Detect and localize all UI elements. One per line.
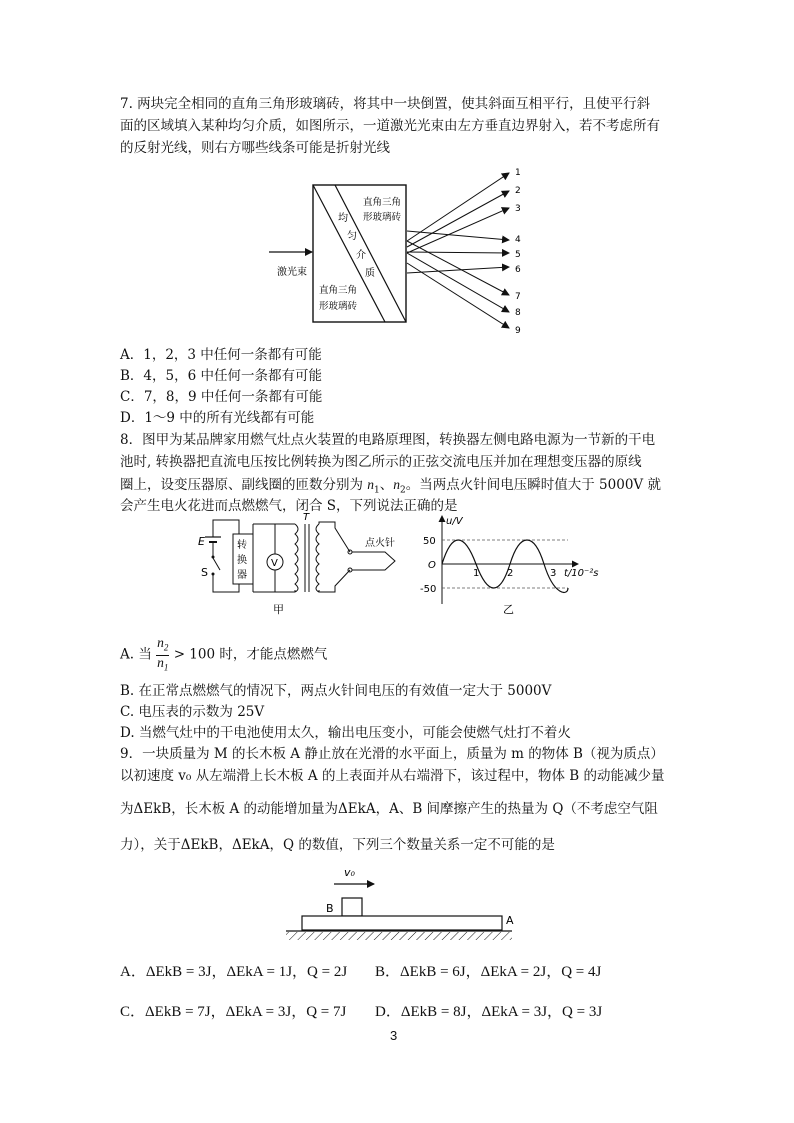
block-b-label: B xyxy=(326,902,334,915)
switch-label: S xyxy=(201,566,208,579)
ray-9 xyxy=(407,263,509,328)
q9-figure-board xyxy=(282,862,522,946)
q7-option-b: B．4，5，6 中任何一条都有可能 xyxy=(120,368,322,384)
board-a-label: A xyxy=(506,914,514,927)
q8-figure-circuit xyxy=(195,512,410,620)
ray-label-8: 8 xyxy=(515,308,521,318)
block-b xyxy=(342,898,362,916)
q8-stem-line3-a: 圈上，设变压器原、副线圈的匝数分别为 xyxy=(120,477,368,493)
ray-5 xyxy=(407,252,509,253)
q9-stem-line3: 为ΔEkB，长木板 A 的动能增加量为ΔEkA，A、B 间摩擦产生的热量为 Q（不考虑空气阻 xyxy=(120,801,658,817)
q7-stem-line1: 7. 两块完全相同的直角三角形玻璃砖，将其中一块倒置，使其斜面互相平行，且使平行斜 xyxy=(120,96,651,112)
q7-option-a: A．1，2，3 中任何一条都有可能 xyxy=(120,347,322,363)
top-brick-label-2: 形玻璃砖 xyxy=(363,212,402,223)
top-brick-label-1: 直角三角 xyxy=(363,197,402,208)
origin-label: O xyxy=(428,560,436,571)
medium-char-2: 匀 xyxy=(347,231,357,242)
q8-option-a xyxy=(120,636,327,674)
x-axis-label: t/10⁻²s xyxy=(564,568,599,579)
ray-label-3: 3 xyxy=(515,204,521,214)
ground-hatch xyxy=(286,932,512,940)
ray-label-7: 7 xyxy=(515,292,521,302)
medium-char-1: 均 xyxy=(338,213,348,224)
converter-char-2: 换 xyxy=(237,555,247,566)
q9-option-b: B．ΔEkB = 6J，ΔEkA = 2J，Q = 4J xyxy=(375,964,602,980)
board-a xyxy=(302,916,502,930)
q8-stem-line3-b: 。当两点火针间电压瞬时值大于 5000V 就 xyxy=(405,477,661,493)
q9-stem-line4: 力），关于ΔEkB，ΔEkA，Q 的数值，下列三个数量关系一定不可能的是 xyxy=(120,837,555,853)
q7-stem-line3: 的反射光线，则右方哪些线条可能是折射光线 xyxy=(120,140,390,156)
q9-option-a: A．ΔEkB = 3J，ΔEkA = 1J，Q = 2J xyxy=(120,964,348,980)
converter-char-3: 器 xyxy=(237,570,247,581)
q7-figure-prism xyxy=(265,165,535,337)
bottom-brick-label-1: 直角三角 xyxy=(319,285,358,296)
q8-option-a-prefix: A. 当 xyxy=(120,646,152,663)
q8-option-c: C. 电压表的示数为 25V xyxy=(120,704,265,720)
laser-label: 激光束 xyxy=(277,267,307,278)
ray-label-9: 9 xyxy=(515,326,521,336)
q7-option-d: D．1～9 中的所有光线都有可能 xyxy=(120,410,315,426)
transformer-label: T xyxy=(303,512,310,523)
converter-char-1: 转 xyxy=(237,540,247,551)
igniter-label: 点火针 xyxy=(365,538,395,549)
ray-label-4: 4 xyxy=(515,235,521,245)
y-tick-neg50: -50 xyxy=(420,584,437,595)
q9-option-c: C．ΔEkB = 7J，ΔEkA = 3J，Q = 7J xyxy=(120,1004,347,1020)
y-tick-50: 50 xyxy=(423,536,436,547)
y-axis-label: u/V xyxy=(446,516,463,527)
ray-label-6: 6 xyxy=(515,265,521,275)
medium-char-3: 介 xyxy=(356,250,366,261)
q8-option-d: D. 当燃气灶中的干电池使用太久，输出电压变小，可能会使燃气灶打不着火 xyxy=(120,725,571,741)
medium-char-4: 质 xyxy=(365,268,375,279)
q8-figure-sine xyxy=(418,512,618,620)
sine-curve xyxy=(442,540,568,592)
q8-option-a-compare: > 100 xyxy=(173,646,216,663)
x-tick-1: 1 xyxy=(473,568,480,579)
q7-option-c: C．7，8，9 中任何一条都有可能 xyxy=(120,389,323,405)
q8-option-a-fraction: $\frac{n_2}{n_1}$ xyxy=(157,635,169,673)
q9-option-d: D．ΔEkB = 8J，ΔEkA = 3J，Q = 3J xyxy=(375,1004,603,1020)
q8-option-b: B. 在正常点燃燃气的情况下，两点火针间电压的有效值一定大于 5000V xyxy=(120,683,552,699)
battery-label: E xyxy=(198,535,205,548)
velocity-label: v₀ xyxy=(344,866,355,879)
q9-stem-line2: 以初速度 v₀ 从左端滑上长木板 A 的上表面并从右端滑下，该过程中，物体 B 的动能减少量 xyxy=(120,768,665,784)
igniter-needles xyxy=(352,552,395,570)
q8-stem-line3: 圈上，设变压器原、副线圈的匝数分别为 $n_1$、$n_2$。当两点火针间电压瞬时值大于 5000V 就 xyxy=(120,477,661,496)
bottom-brick-label-2: 形玻璃砖 xyxy=(319,301,358,312)
x-tick-2: 2 xyxy=(507,568,514,579)
x-tick-3: 3 xyxy=(550,568,557,579)
q8-stem-line1: 8．图甲为某品牌家用燃气灶点火装置的电路原理图，转换器左侧电路电源为一节新的干电 xyxy=(120,432,656,448)
voltmeter-label: V xyxy=(271,558,278,569)
ray-label-2: 2 xyxy=(515,186,521,196)
ray-label-1: 1 xyxy=(515,168,521,178)
q7-stem-line2: 面的区域填入某种均匀介质，如图所示，一道激光光束由左方垂直边界射入，若不考虑所有 xyxy=(120,118,660,134)
page-number: 3 xyxy=(390,1028,398,1043)
q9-stem-line1: 9．一块质量为 M 的长木板 A 静止放在光滑的水平面上，质量为 m 的物体 B（视为质点） xyxy=(120,746,664,762)
q8-stem-line2: 池时, 转换器把直流电压按比例转换为图乙所示的正弦交流电压并加在理想变压器的原线 xyxy=(120,454,642,470)
figure-jia-caption: 甲 xyxy=(273,603,284,616)
ray-8 xyxy=(407,253,509,312)
q8-option-a-suffix: 时，才能点燃燃气 xyxy=(219,646,328,663)
figure-yi-caption: 乙 xyxy=(503,603,514,616)
ray-label-5: 5 xyxy=(515,250,521,260)
q8-stem-line4: 会产生电火花进而点燃燃气，闭合 S，下列说法正确的是 xyxy=(120,498,458,514)
